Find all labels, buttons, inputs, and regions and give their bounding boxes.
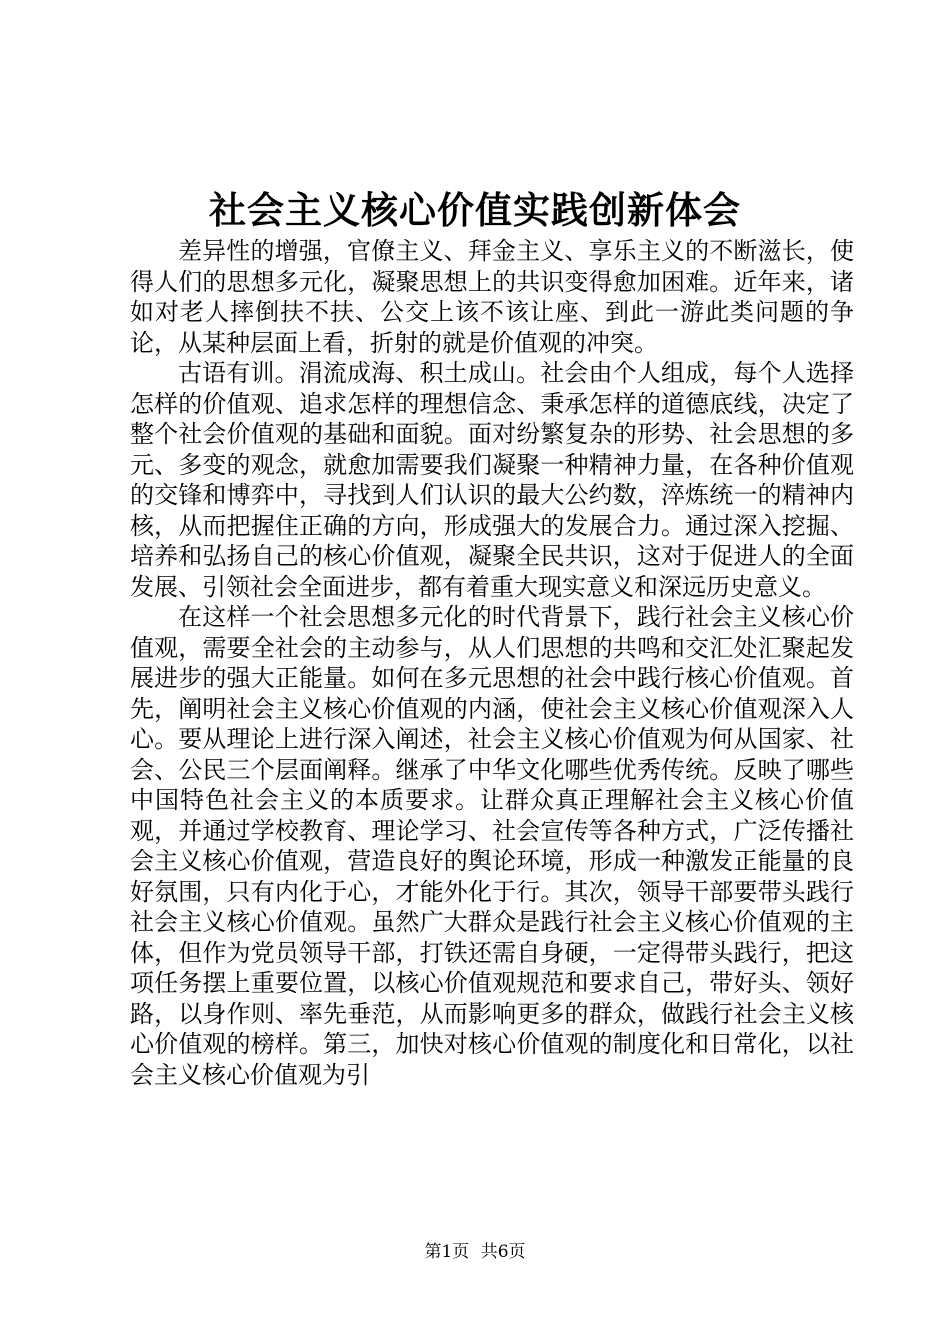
- paragraph-1: 差异性的增强，官僚主义、拜金主义、享乐主义的不断滋长，使得人们的思想多元化，凝聚思想上的共识变得愈加困难。近年来，诸如对老人摔倒扶不扶、公交上该不该让座、到此一游此类问题的争论，从某种层面上看，折射的就是价值观的冲突。: [130, 237, 854, 357]
- document-body: [130, 236, 854, 1090]
- paragraph-3: 在这样一个社会思想多元化的时代背景下，践行社会主义核心价值观，需要全社会的主动参与，从人们思想的共鸣和交汇处汇聚起发展进步的强大正能量。如何在多元思想的社会中践行核心价值观。首先，阐明社会主义核心价值观的内涵，使社会主义核心价值观深入人心。要从理论上进行深入阐述，社会主义核心价值观为何从国家、社会、公民三个层面阐释。继承了中华文化哪些优秀传统。反映了哪些中国特色社会主义的本质要求。让群众真正理解社会主义核心价值观，并通过学校教育、理论学习、社会宣传等各种方式，广泛传播社会主义核心价值观，营造良好的舆论环境，形成一种激发正能量的良好氛围，只有内化于心，才能外化于行。其次，领导干部要带头践行社会主义核心价值观。虽然广大群众是践行社会主义核心价值观的主体，但作为党员领导干部，打铁还需自身硬，一定得带头践行，把这项任务摆上重要位置，以核心价值观规范和要求自己，带好头、领好路，以身作则、率先垂范，从而影响更多的群众，做践行社会主义核心价值观的榜样。第三，加快对核心价值观的制度化和日常化，以社会主义核心价值观为引: [130, 603, 854, 1089]
- page-footer: [0, 1240, 950, 1264]
- page-total: 共6页: [480, 1242, 526, 1262]
- paragraph-2: 古语有训。涓流成海、积土成山。社会由个人组成，每个人选择怎样的价值观、追求怎样的理想信念、秉承怎样的道德底线，决定了整个社会价值观的基础和面貌。面对纷繁复杂的形势、社会思想的多元、多变的观念，就愈加需要我们凝聚一种精神力量，在各种价值观的交锋和博弈中，寻找到人们认识的最大公约数，淬炼统一的精神内核，从而把握住正确的方向，形成强大的发展合力。通过深入挖掘、培养和弘扬自己的核心价值观，凝聚全民共识，这对于促进人的全面发展、引领社会全面进步，都有着重大现实意义和深远历史意义。: [130, 359, 854, 601]
- page-number: 第1页: [424, 1242, 470, 1262]
- document-title: 社会主义核心价值实践创新体会: [209, 188, 741, 232]
